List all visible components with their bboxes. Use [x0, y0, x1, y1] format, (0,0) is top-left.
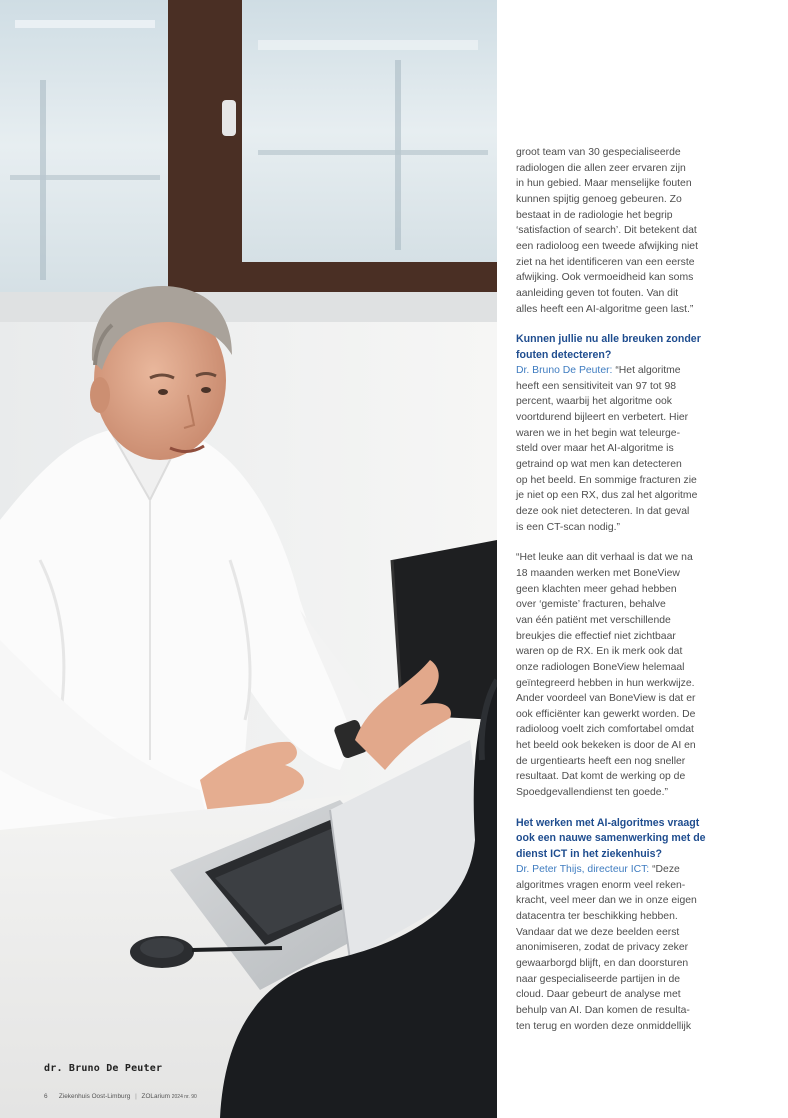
page-footer: 6 Ziekenhuis Oost-Limburg | ZOLarium 2024 nr. 90 — [44, 1093, 197, 1100]
speaker-name: Dr. Bruno De Peuter: — [516, 365, 613, 377]
text-line: Ander voordeel van BoneView is dat er — [516, 693, 696, 705]
issue-number: 2024 nr. 90 — [171, 1094, 197, 1100]
text-line: behulp van AI. Dan komen de resulta- — [516, 1004, 690, 1016]
text-line: radiologen die allen zeer ervaren zijn — [516, 162, 686, 174]
text-line: de urgentiearts heeft een nog sneller — [516, 755, 686, 767]
section-heading-breuken — [516, 332, 730, 363]
article-text-column — [516, 145, 730, 1034]
text-line: datacentra ter beschikking hebben. — [516, 910, 678, 922]
text-line: waren we in het begin wat teleurge- — [516, 427, 681, 439]
text-line: in hun gebied. Maar menselijke fouten — [516, 178, 692, 190]
text-line: een radioloog een tweede afwijking niet — [516, 240, 698, 252]
text-line: ten terug en worden deze onmiddellijk — [516, 1020, 692, 1032]
text-line: resultaat. Dat komt de werking op de — [516, 771, 686, 783]
heading-line: ook een nauwe samenwerking met de — [516, 832, 706, 845]
text-line: onze radiologen BoneView helemaal — [516, 661, 685, 673]
text-line: waren op de RX. En ik merk ook dat — [516, 646, 683, 658]
paragraph-intro — [516, 145, 730, 317]
text-line: ziet na het identificeren van een eerste — [516, 256, 695, 268]
text-line: radioloog voelt zich comfortabel omdat — [516, 724, 694, 736]
text-line: op het beeld. En sommige fracturen zie — [516, 474, 697, 486]
text-line: percent, waarbij het algoritme ook — [516, 396, 672, 408]
text-line: kracht, veel meer dan we in onze eigen — [516, 895, 697, 907]
page-number: 6 — [44, 1093, 48, 1100]
text-line — [516, 363, 730, 379]
text-line: alles heeft een AI-algoritme geen last.” — [516, 303, 694, 315]
text-line: groot team van 30 gespecialiseerde — [516, 147, 681, 158]
text-line: heeft een sensitiviteit van 97 tot 98 — [516, 380, 677, 392]
text-line: voortdurend bijleert en verbetert. Hier — [516, 412, 689, 423]
text-line: Vandaar dat we deze beelden eerst — [516, 926, 680, 938]
text-line: anonimiseren, zodat de privacy zeker — [516, 942, 689, 954]
text-line: gewaarborgd blijft, en dan doorsturen — [516, 957, 689, 969]
text-line: cloud. Daar gebeurt de analyse met — [516, 989, 681, 1001]
text-line: is een CT-scan nodig.” — [516, 521, 620, 533]
photo-caption: dr. Bruno De Peuter — [44, 1063, 163, 1074]
text-line: Spoedgevallendienst ten goede.” — [516, 787, 668, 799]
text-line: van één patiënt met verschillende — [516, 614, 671, 626]
heading-line: Het werken met AI-algoritmes vraagt — [516, 816, 700, 829]
heading-line: fouten detecteren? — [516, 348, 612, 361]
section-heading-ict — [516, 816, 730, 862]
text-line: geen klachten meer gehad hebben — [516, 583, 677, 595]
text-line: over ‘gemiste’ fracturen, behalve — [516, 599, 666, 611]
text-line: naar gespecialiseerde partijen in de — [516, 973, 681, 985]
paragraph-sensitiviteit — [516, 363, 730, 535]
text-line: “Het leuke aan dit verhaal is dat we na — [516, 552, 693, 564]
text-line — [516, 862, 730, 878]
text-line: je niet op een RX, dus zal het algoritme — [516, 490, 698, 502]
speaker-name: Dr. Peter Thijs, directeur ICT: — [516, 863, 650, 875]
text-span: “Deze — [649, 863, 680, 875]
text-line: afwijking. Ook vermoeidheid kan soms — [516, 272, 694, 284]
text-line: steld over maar het AI-algoritme is — [516, 443, 674, 455]
hospital-name: Ziekenhuis Oost-Limburg — [58, 1093, 131, 1100]
paragraph-boneview — [516, 550, 730, 801]
text-line: algoritmes vragen enorm veel reken- — [516, 879, 686, 891]
text-line: deze ook niet detecteren. In dat geval — [516, 505, 690, 517]
text-line: ‘satisfaction of search’. Dit betekent dat — [516, 225, 697, 237]
text-line: aanleiding geven tot fouten. Van dit — [516, 287, 679, 299]
text-span: “Het algoritme — [612, 365, 681, 377]
text-line: 18 maanden werken met BoneView — [516, 567, 680, 579]
heading-line: Kunnen jullie nu alle breuken zonder — [516, 333, 701, 346]
magazine-name: ZOLarium — [141, 1093, 170, 1100]
paragraph-ict — [516, 862, 730, 1034]
text-line: ook efficiënter kan gewerkt worden. De — [516, 708, 696, 720]
text-line: bestaat in de radiologie het begrip — [516, 209, 673, 221]
text-line: kunnen spijtig genoeg gebeuren. Zo — [516, 193, 682, 205]
heading-line: dienst ICT in het ziekenhuis? — [516, 847, 662, 860]
text-line: breukjes die effectief niet zichtbaar — [516, 630, 676, 642]
text-line: het beeld ook bekeken is door de AI en — [516, 740, 696, 752]
text-line: getraind op wat men kan detecteren — [516, 458, 682, 470]
text-line: geïntegreerd hebben in hun werkwijze. — [516, 677, 695, 689]
